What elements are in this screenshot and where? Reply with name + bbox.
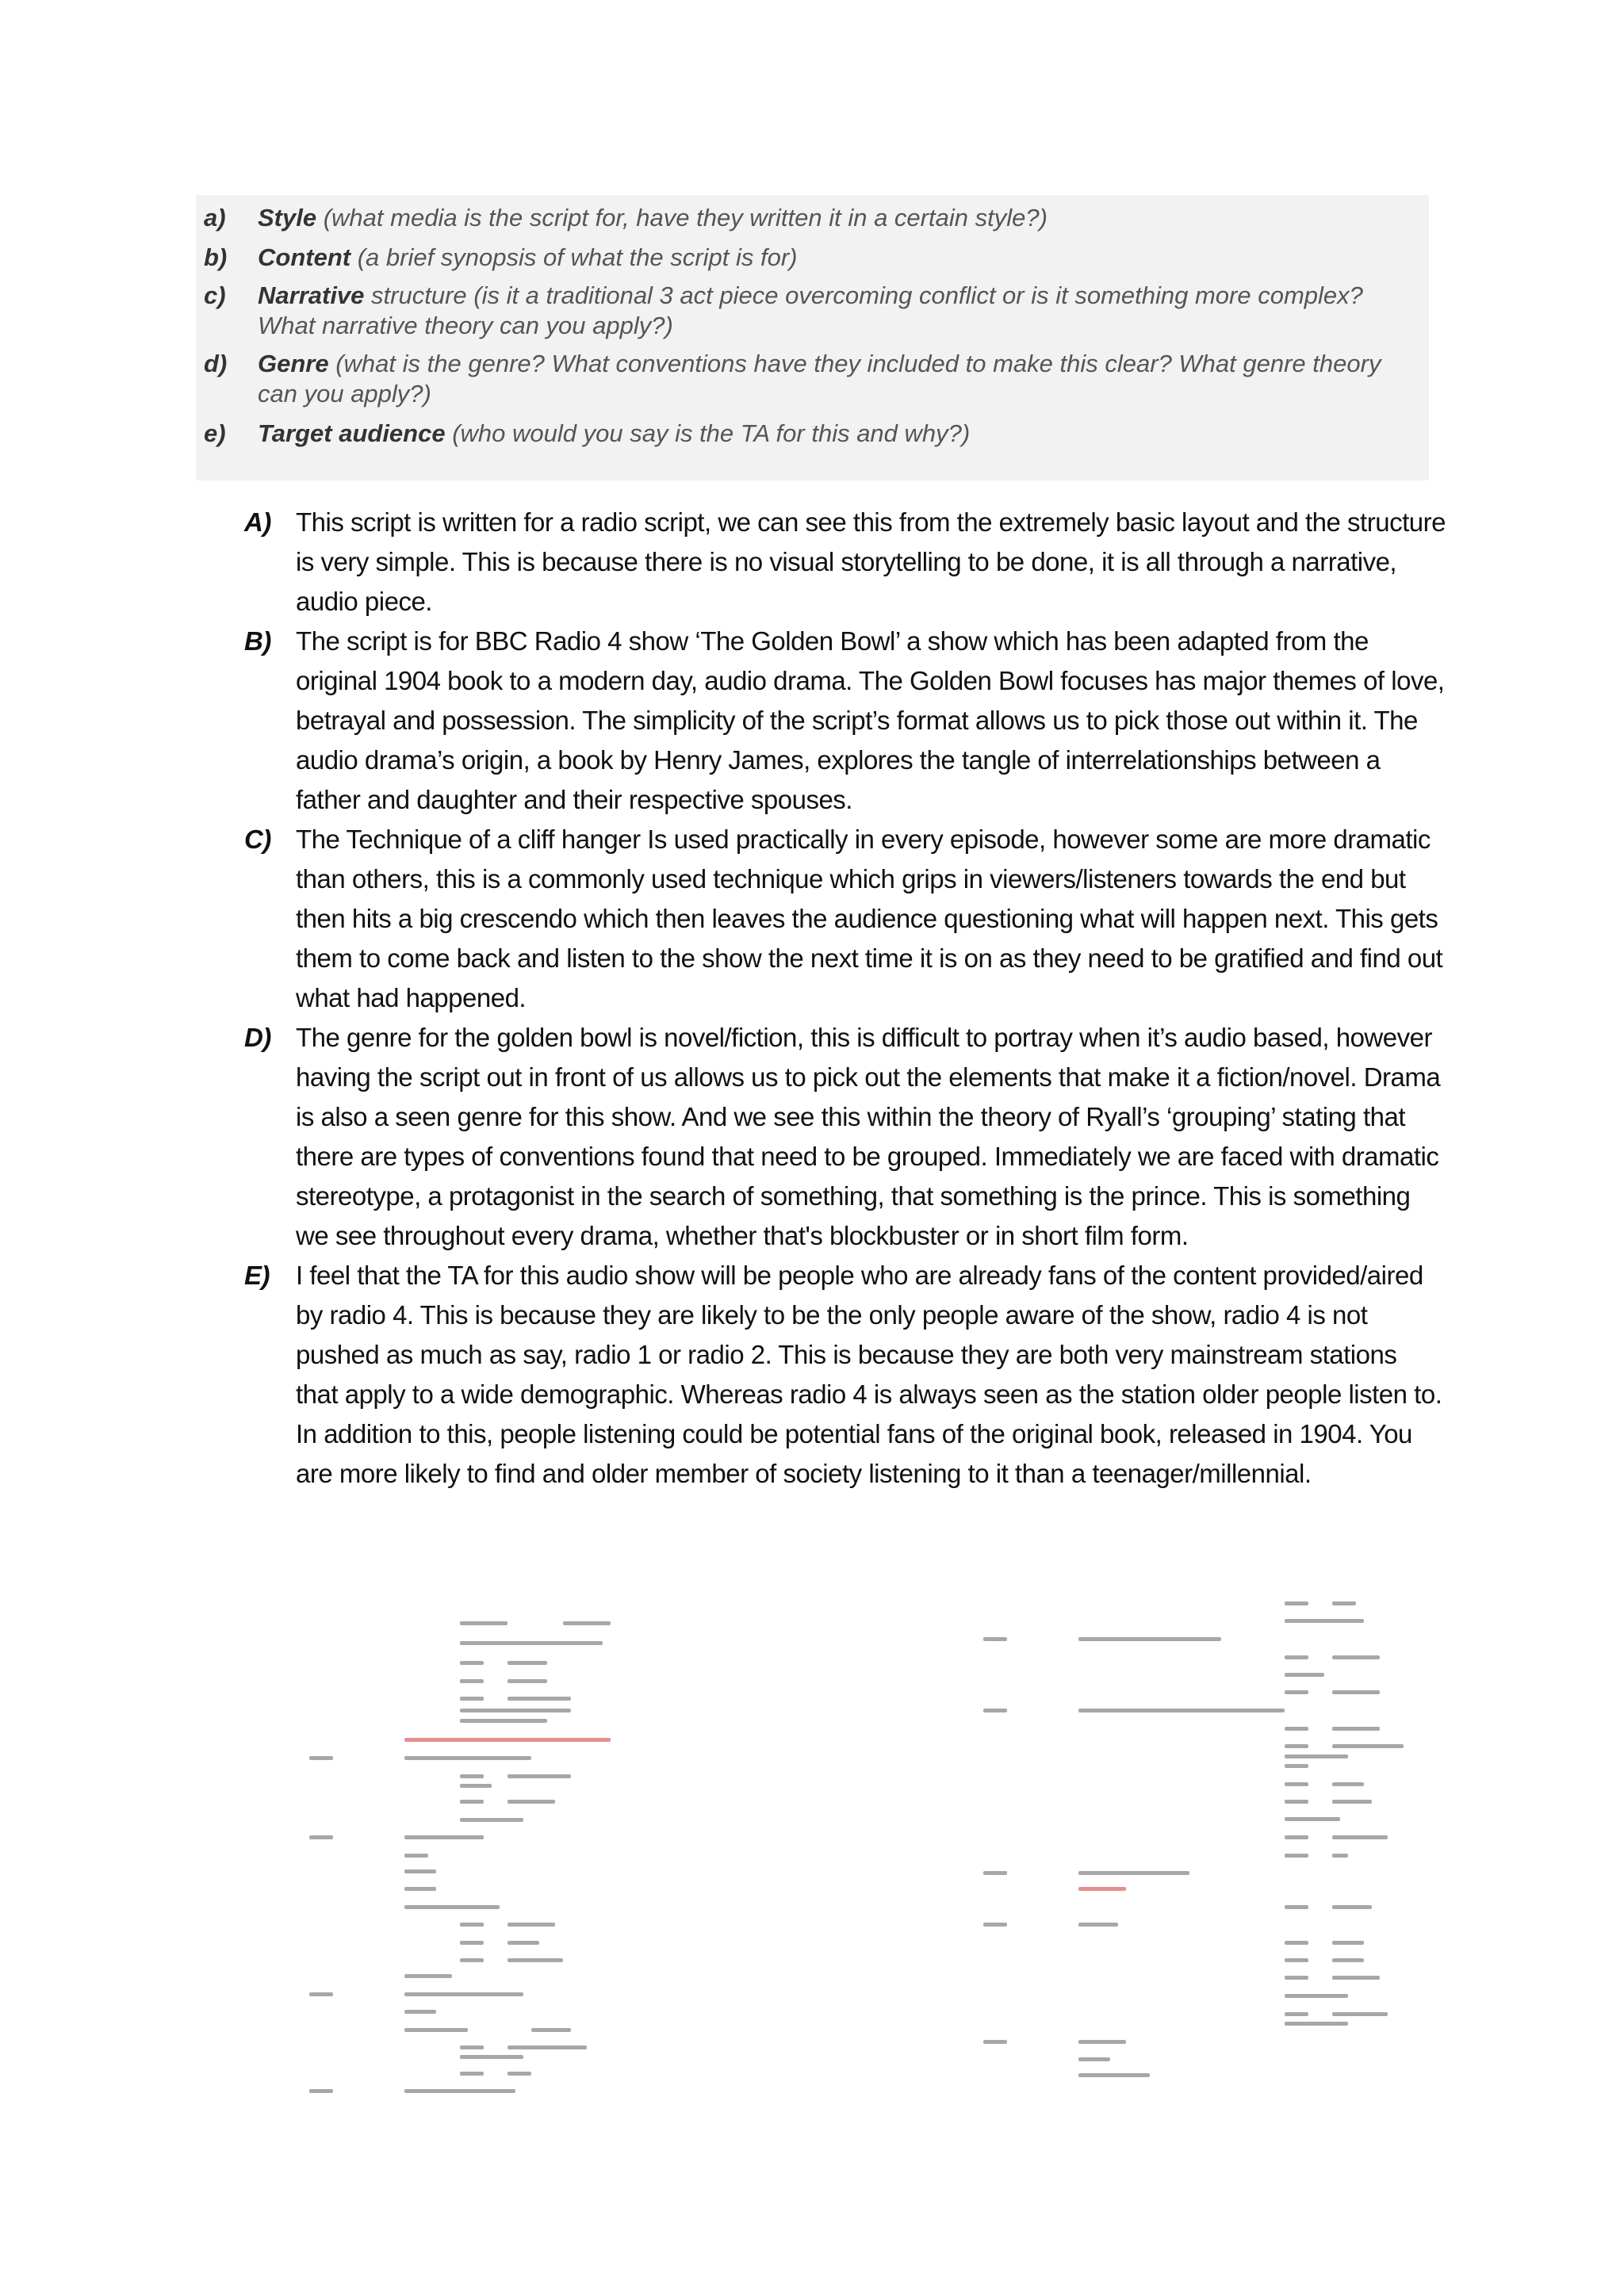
illegible-text-line — [404, 1756, 531, 1760]
illegible-text-line — [1285, 1854, 1308, 1858]
illegible-text-line — [1285, 1976, 1308, 1980]
illegible-text-line — [508, 1697, 571, 1701]
answer-a — [240, 503, 1446, 622]
answer-text: The script is for BBC Radio 4 show ‘The Golden Bowl’ a show which has been adapted from the original 1904 book to a modern day, audio drama. The Golden Bowl focuses has major themes of love, betrayal and possession. The simplicity of the script’s format allows us to pick those out within it. The audio drama’s origin, a book by Henry James, explores the tangle of interrelationships between a father and daughter and their respective spouses. — [296, 626, 1445, 814]
illegible-text-line — [508, 2072, 531, 2076]
illegible-text-line — [1285, 2022, 1348, 2026]
illegible-text-line — [1332, 1601, 1356, 1605]
illegible-text-line — [508, 1923, 555, 1927]
illegible-text-line — [983, 1923, 1007, 1927]
illegible-text-line — [508, 1774, 571, 1778]
illegible-text-line — [1285, 1673, 1324, 1677]
illegible-text-line — [1285, 1994, 1348, 1998]
illegible-text-line — [404, 1974, 452, 1978]
answer-letter: A) — [244, 507, 271, 537]
answer-letter: E) — [244, 1261, 270, 1290]
illegible-text-line — [460, 1679, 484, 1683]
question-text: (what is the genre? What conventions have they included to make this clear? What genre theory can you apply?) — [258, 350, 1381, 408]
script-page-thumbnail-left — [301, 1594, 920, 2117]
illegible-text-line — [460, 2072, 484, 2076]
answer-b — [240, 622, 1446, 820]
answer-text: The genre for the golden bowl is novel/fiction, this is difficult to portray when it’s audio based, however having the script out in front of us allows us to pick out the elements that make it a fiction/novel. Drama is also a seen genre for this show. And we see this within the theory of Ryall’s ‘grouping’ stating that there are types of conventions found that need to be grouped. Immediately we are faced with dramatic stereotype, a protagonist in the search of something, that something is the prince. This is something we see throughout every drama, whether that's blockbuster or in short film form. — [296, 1023, 1441, 1250]
question-letter: e) — [204, 419, 226, 447]
illegible-text-line — [1332, 1800, 1372, 1804]
question-term: Content — [258, 243, 351, 271]
illegible-text-line — [460, 1709, 571, 1712]
illegible-text-line — [1285, 1800, 1308, 1804]
illegible-text-line — [309, 1992, 333, 1996]
illegible-text-line — [460, 1719, 547, 1723]
illegible-text-line — [1285, 1727, 1308, 1731]
illegible-text-line — [460, 1697, 484, 1701]
illegible-text-line — [404, 1869, 436, 1873]
question-letter: b) — [204, 243, 228, 271]
question-panel — [196, 195, 1429, 480]
illegible-text-line — [1285, 1958, 1308, 1962]
illegible-text-line — [1285, 1782, 1308, 1786]
answers-list — [240, 503, 1446, 1494]
question-text: structure (is it a traditional 3 act piece overcoming conflict or is it something more complex? What narrative theory can you apply?) — [258, 281, 1363, 339]
illegible-text-line — [1332, 1655, 1380, 1659]
illegible-text-line — [404, 2089, 515, 2093]
illegible-text-line — [1078, 1871, 1189, 1875]
answer-e — [240, 1256, 1446, 1494]
illegible-text-line — [1332, 1835, 1388, 1839]
illegible-text-line — [1078, 2073, 1150, 2077]
illegible-text-line — [1332, 1976, 1380, 1980]
illegible-text-line — [1285, 1817, 1340, 1821]
illegible-text-line — [404, 1835, 484, 1839]
question-text: (a brief synopsis of what the script is for) — [350, 243, 798, 271]
illegible-text-line — [460, 1941, 484, 1945]
illegible-text-line — [508, 1661, 547, 1665]
answer-text: The Technique of a cliff hanger Is used practically in every episode, however some are more dramatic than others, this is a commonly used technique which grips in viewers/listeners towards the end but then hits a big crescendo which then leaves the audience questioning what will happen next. This gets them to come back and listen to the show the next time it is on as they need to be gratified and find out what had happened. — [296, 825, 1443, 1012]
illegible-text-line — [983, 1637, 1007, 1641]
illegible-text-line — [1078, 1709, 1285, 1712]
illegible-text-line — [1285, 1601, 1308, 1605]
illegible-text-line — [508, 1941, 539, 1945]
illegible-text-line — [460, 1621, 508, 1625]
illegible-text-line — [1285, 1835, 1308, 1839]
question-letter: d) — [204, 350, 228, 377]
illegible-text-line — [1285, 2012, 1308, 2016]
illegible-text-line — [1285, 1764, 1308, 1768]
illegible-text-line — [1332, 1727, 1380, 1731]
question-term: Genre — [258, 350, 329, 377]
illegible-text-line — [404, 1992, 523, 1996]
illegible-text-line — [404, 2028, 468, 2032]
question-text: (what media is the script for, have they written it in a certain style?) — [316, 204, 1048, 232]
illegible-text-line — [460, 1923, 484, 1927]
illegible-text-line — [508, 1679, 547, 1683]
illegible-text-line — [1078, 1887, 1126, 1891]
script-page-thumbnail-right — [975, 1594, 1530, 2117]
illegible-text-line — [1332, 1690, 1380, 1694]
question-letter: c) — [204, 281, 226, 309]
answer-c — [240, 820, 1446, 1018]
illegible-text-line — [1285, 1619, 1364, 1623]
illegible-text-line — [1332, 1782, 1364, 1786]
illegible-text-line — [1285, 1755, 1348, 1758]
question-text: (who would you say is the TA for this and why?) — [445, 419, 971, 447]
answer-letter: C) — [244, 825, 271, 854]
illegible-text-line — [983, 1709, 1007, 1712]
illegible-text-line — [1078, 1637, 1221, 1641]
illegible-text-line — [1285, 1941, 1308, 1945]
illegible-text-line — [508, 1958, 563, 1962]
question-term: Style — [258, 204, 317, 232]
illegible-text-line — [460, 2055, 523, 2059]
question-term: Target audience — [258, 419, 446, 447]
illegible-text-line — [460, 1800, 484, 1804]
answer-text: I feel that the TA for this audio show will be people who are already fans of the content provided/aired by radio 4. This is because they are likely to be the only people aware of the show, radio 4 is not pushed as much as say, radio 1 or radio 2. This is because they are both very mainstream stations that apply to a wide demographic. Whereas radio 4 is always seen as the station older people listen to. In addition to this, people listening could be potential fans of the original book, released in 1904. You are more likely to find and older member of society listening to it than a teenager/millennial. — [296, 1261, 1442, 1488]
illegible-text-line — [1332, 1854, 1348, 1858]
illegible-text-line — [983, 1871, 1007, 1875]
illegible-text-line — [1332, 1744, 1404, 1748]
illegible-text-line — [983, 2040, 1007, 2044]
illegible-text-line — [404, 1905, 500, 1909]
illegible-text-line — [460, 1958, 484, 1962]
illegible-text-line — [460, 2045, 484, 2049]
illegible-text-line — [460, 1774, 484, 1778]
answer-letter: D) — [244, 1023, 271, 1052]
answer-d — [240, 1018, 1446, 1256]
illegible-text-line — [460, 1661, 484, 1665]
question-letter: a) — [204, 204, 226, 232]
illegible-text-line — [460, 1784, 492, 1788]
illegible-text-line — [1285, 1690, 1308, 1694]
answer-text: This script is written for a radio script, we can see this from the extremely basic layout and the structure is very simple. This is because there is no visual storytelling to be done, it is all through a narrative, audio piece. — [296, 507, 1446, 616]
illegible-text-line — [1285, 1905, 1308, 1909]
illegible-text-line — [531, 2028, 571, 2032]
illegible-text-line — [1332, 1958, 1364, 1962]
illegible-text-line — [460, 1641, 603, 1645]
illegible-text-line — [1078, 1923, 1118, 1927]
illegible-text-line — [309, 1756, 333, 1760]
illegible-text-line — [1332, 1941, 1364, 1945]
illegible-text-line — [309, 2089, 333, 2093]
illegible-text-line — [1078, 2057, 1110, 2061]
illegible-text-line — [1285, 1744, 1308, 1748]
illegible-text-line — [563, 1621, 611, 1625]
illegible-text-line — [460, 1818, 523, 1822]
answer-letter: B) — [244, 626, 271, 656]
illegible-text-line — [1285, 1655, 1308, 1659]
question-term: Narrative — [258, 281, 365, 309]
illegible-text-line — [1332, 1905, 1372, 1909]
illegible-text-line — [404, 1887, 436, 1891]
illegible-text-line — [404, 1854, 428, 1858]
illegible-text-line — [508, 1800, 555, 1804]
illegible-text-line — [404, 1738, 611, 1742]
illegible-text-line — [508, 2045, 587, 2049]
illegible-text-line — [404, 2010, 436, 2014]
illegible-text-line — [1078, 2040, 1126, 2044]
illegible-text-line — [309, 1835, 333, 1839]
illegible-text-line — [1332, 2012, 1388, 2016]
